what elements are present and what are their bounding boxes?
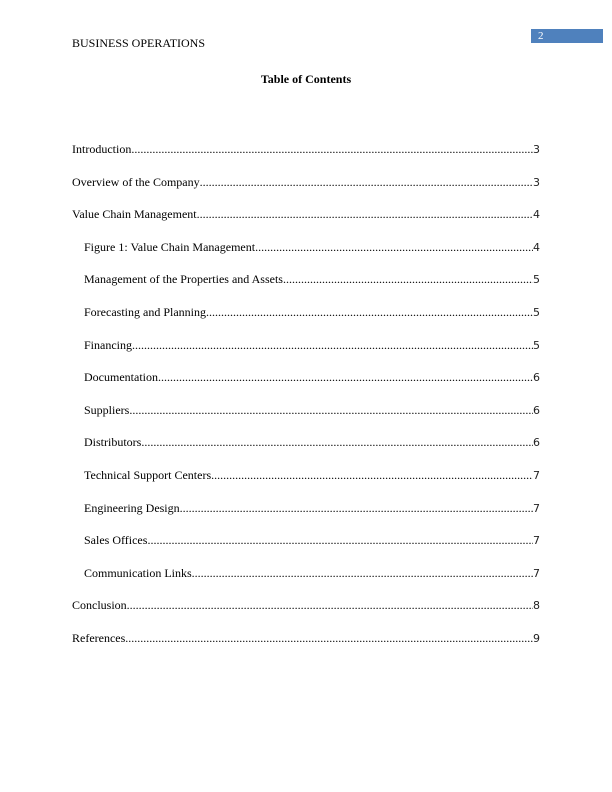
toc-entry-distributors[interactable]: [72, 435, 540, 468]
toc-entry-page: 7: [533, 501, 540, 515]
toc-entry-introduction[interactable]: [72, 142, 540, 175]
toc-entry-page: 4: [533, 240, 540, 254]
toc-entry-properties-assets[interactable]: [72, 272, 540, 305]
toc-entry-page: 5: [533, 305, 540, 319]
toc-leader-dots: [158, 370, 533, 384]
toc-leader-dots: [283, 272, 533, 286]
page-number: 2: [538, 30, 544, 42]
toc-leader-dots: [206, 305, 533, 319]
toc-entry-label: Suppliers: [84, 402, 130, 417]
toc-leader-dots: [127, 598, 533, 612]
toc-entry-page: 7: [533, 534, 540, 548]
toc-entry-page: 9: [533, 631, 540, 645]
toc-entry-label: Figure 1: Value Chain Management: [84, 239, 256, 254]
toc-entry-label: Financing: [84, 337, 132, 352]
table-of-contents: [72, 142, 540, 664]
toc-entry-engineering-design[interactable]: [72, 501, 540, 534]
toc-entry-label: Overview of the Company: [72, 174, 200, 189]
toc-entry-label: Engineering Design: [84, 500, 180, 515]
toc-entry-page: 3: [533, 175, 540, 189]
page-number-badge: [531, 29, 603, 43]
toc-entry-suppliers[interactable]: [72, 403, 540, 436]
toc-leader-dots: [132, 338, 533, 352]
toc-leader-dots: [197, 207, 533, 221]
toc-entry-page: 7: [533, 468, 540, 482]
toc-leader-dots: [141, 435, 533, 449]
toc-leader-dots: [192, 566, 533, 580]
toc-entry-label: Technical Support Centers: [84, 467, 212, 482]
toc-entry-forecasting[interactable]: [72, 305, 540, 338]
toc-entry-label: Sales Offices: [84, 533, 148, 548]
toc-entry-page: 7: [533, 566, 540, 580]
toc-entry-page: 5: [533, 338, 540, 352]
toc-entry-conclusion[interactable]: [72, 598, 540, 631]
toc-entry-page: 3: [533, 143, 540, 156]
toc-leader-dots: [131, 142, 533, 156]
toc-entry-page: 4: [533, 208, 540, 222]
toc-leader-dots: [200, 175, 533, 189]
toc-entry-label: Distributors: [84, 435, 142, 450]
toc-leader-dots: [211, 468, 533, 482]
toc-entry-page: 6: [533, 371, 540, 385]
toc-entry-label: Communication Links: [84, 565, 192, 580]
toc-leader-dots: [147, 533, 533, 547]
toc-leader-dots: [129, 403, 533, 417]
toc-entry-financing[interactable]: [72, 338, 540, 371]
toc-entry-sales-offices[interactable]: [72, 533, 540, 566]
toc-entry-label: Value Chain Management: [72, 207, 197, 222]
toc-entry-label: References: [72, 630, 126, 645]
toc-entry-label: Forecasting and Planning: [84, 304, 206, 319]
toc-entry-page: 6: [533, 403, 540, 417]
toc-leader-dots: [180, 501, 533, 515]
toc-entry-technical-support[interactable]: [72, 468, 540, 501]
toc-leader-dots: [125, 631, 533, 645]
toc-leader-dots: [255, 240, 533, 254]
toc-entry-page: 6: [533, 436, 540, 450]
toc-entry-page: 5: [533, 273, 540, 287]
toc-entry-communication-links[interactable]: [72, 566, 540, 599]
toc-entry-label: Conclusion: [72, 598, 127, 613]
toc-entry-figure-1[interactable]: [72, 240, 540, 273]
toc-entry-page: 8: [533, 599, 540, 613]
toc-title: Table of Contents: [260, 72, 352, 86]
toc-entry-label: Introduction: [72, 142, 132, 156]
toc-entry-label: Management of the Properties and Assets: [84, 272, 283, 287]
toc-entry-overview[interactable]: [72, 175, 540, 208]
toc-entry-value-chain[interactable]: [72, 207, 540, 240]
toc-entry-documentation[interactable]: [72, 370, 540, 403]
toc-entry-label: Documentation: [84, 370, 158, 385]
running-head: BUSINESS OPERATIONS: [72, 36, 206, 50]
toc-entry-references[interactable]: [72, 631, 540, 664]
